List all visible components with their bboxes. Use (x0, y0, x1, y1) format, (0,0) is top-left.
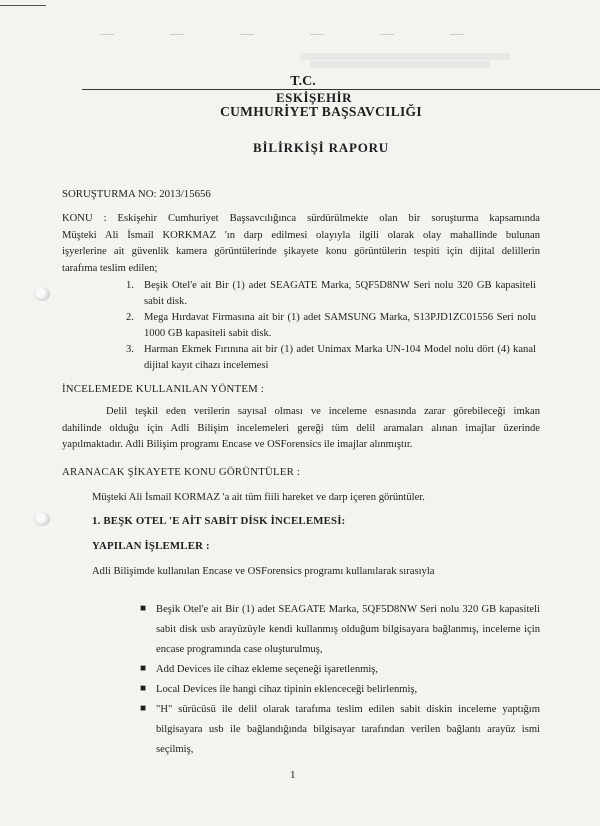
procedure-bullet (140, 660, 540, 680)
bleed-through-marks (100, 34, 520, 35)
bullet-text: Local Devices ile hangi cihaz tipinin eklenceceği belirlenmiş, (156, 684, 418, 695)
header-tc: T.C. (290, 74, 316, 89)
case-number-line (62, 186, 211, 203)
bleed-through-line (310, 61, 490, 68)
procedure-bullet (140, 680, 540, 700)
search-text: Müşteki Ali İsmail KORMAZ 'a ait tüm fiili hareket ve darp içeren görüntüler. (92, 492, 425, 503)
item-text: Beşik Otel'e ait Bir (1) adet SEAGATE Marka, 5QF5D8NW Seri nolu 320 GB kapasiteli sabit disk. (144, 280, 536, 307)
subject-line: tarafıma teslim edilen; (62, 262, 158, 274)
bullet-marker: ■ (140, 663, 147, 674)
procedure-bullet (140, 600, 540, 660)
item-text: Harman Ekmek Fırınına ait bir (1) adet Unimax Marka UN-104 Model nolu dört (4) kanal dijital kayıt cihazı incelemesi (144, 344, 536, 371)
evidence-item (126, 342, 536, 374)
subject-line: KONU : Eskişehir Cumhuriyet Başsavcılığınca sürdürülmekte olan bir soruşturma kapsamında (62, 213, 540, 224)
item-number: 2. (126, 312, 134, 323)
search-heading: ARANACAK ŞİKAYETE KONU GÖRÜNTÜLER : (62, 466, 301, 478)
method-paragraph (62, 404, 540, 454)
punch-hole (34, 512, 50, 526)
procedure-bullet (140, 700, 540, 760)
section1-heading: 1. BEŞK OTEL 'E AİT SABİT DİSK İNCELEMESİ: (92, 515, 346, 527)
corner-mark (0, 5, 46, 6)
subject-line: işyerlerine ait güvenlik kamera görüntülerinde şikayete konu görüntülerin tespiti için dijital delillerin (62, 246, 540, 257)
bullet-marker: ■ (140, 703, 147, 714)
method-line: Delil teşkil eden verilerin sayısal olması ve inceleme esnasında zarar görebileceği imkan (106, 406, 540, 417)
report-title: BİLİRKİŞİ RAPORU (253, 140, 389, 155)
bleed-through-line (300, 53, 510, 60)
case-number: 2013/15656 (159, 188, 211, 200)
header-city: ESKİŞEHİR (275, 90, 353, 105)
evidence-item (126, 278, 536, 310)
punch-hole (34, 287, 50, 301)
evidence-item (126, 310, 536, 342)
bullet-text: Add Devices ile cihaz ekleme seçeneği işaretlenmiş, (156, 664, 379, 675)
item-number: 3. (126, 344, 134, 355)
bullet-text: "H" sürücüsü ile delil olarak tarafıma teslim edilen sabit diskin inceleme yaptığım bilgisayara usb ile bağlandığında bilgisayar tarafından verilen bağlantı arayüz ismi seçilmiş, (156, 704, 540, 755)
method-line: yapılmaktadır. Adli Bilişim programı Encase ve OSForensics ile imajlar alınmıştır. (62, 439, 413, 450)
subject-paragraph (62, 211, 540, 277)
section1-intro: Adli Bilişimde kullanılan Encase ve OSForensics programı kullanılarak sırasıyla (92, 566, 435, 577)
case-label: SORUŞTURMA NO: (62, 188, 157, 200)
bullet-marker: ■ (140, 683, 147, 694)
page-number: 1 (290, 769, 296, 781)
bullet-text: Beşik Otel'e ait Bir (1) adet SEAGATE Marka, 5QF5D8NW Seri nolu 320 GB kapasiteli sabit disk usb arayüzüyle kendi kullanmış olduğum bilgisayara bağlanmış, inceleme için encase programında case oluşturulmuş, (156, 604, 540, 655)
method-line: dahilinde olduğu için Adli Bilişim incelemeleri gereği tüm delil aramaları alınan imajlar üzerinde (62, 422, 540, 434)
subject-line: Müşteki Ali İsmail KORKMAZ 'ın darp edilmesi olayıyla ilgili olarak olay mahallinde bulunan (62, 229, 540, 241)
item-text: Mega Hırdavat Firmasına ait bir (1) adet SAMSUNG Marka, S13PJD1ZC01556 Seri nolu 1000 GB kapasiteli sabit disk. (144, 312, 536, 339)
header-office: CUMHURİYET BAŞSAVCILIĞI (220, 104, 422, 119)
method-heading: İNCELEMEDE KULLANILAN YÖNTEM : (62, 383, 265, 395)
section1-subheading: YAPILAN İŞLEMLER : (92, 540, 210, 552)
item-number: 1. (126, 280, 134, 291)
bullet-marker: ■ (140, 603, 147, 614)
